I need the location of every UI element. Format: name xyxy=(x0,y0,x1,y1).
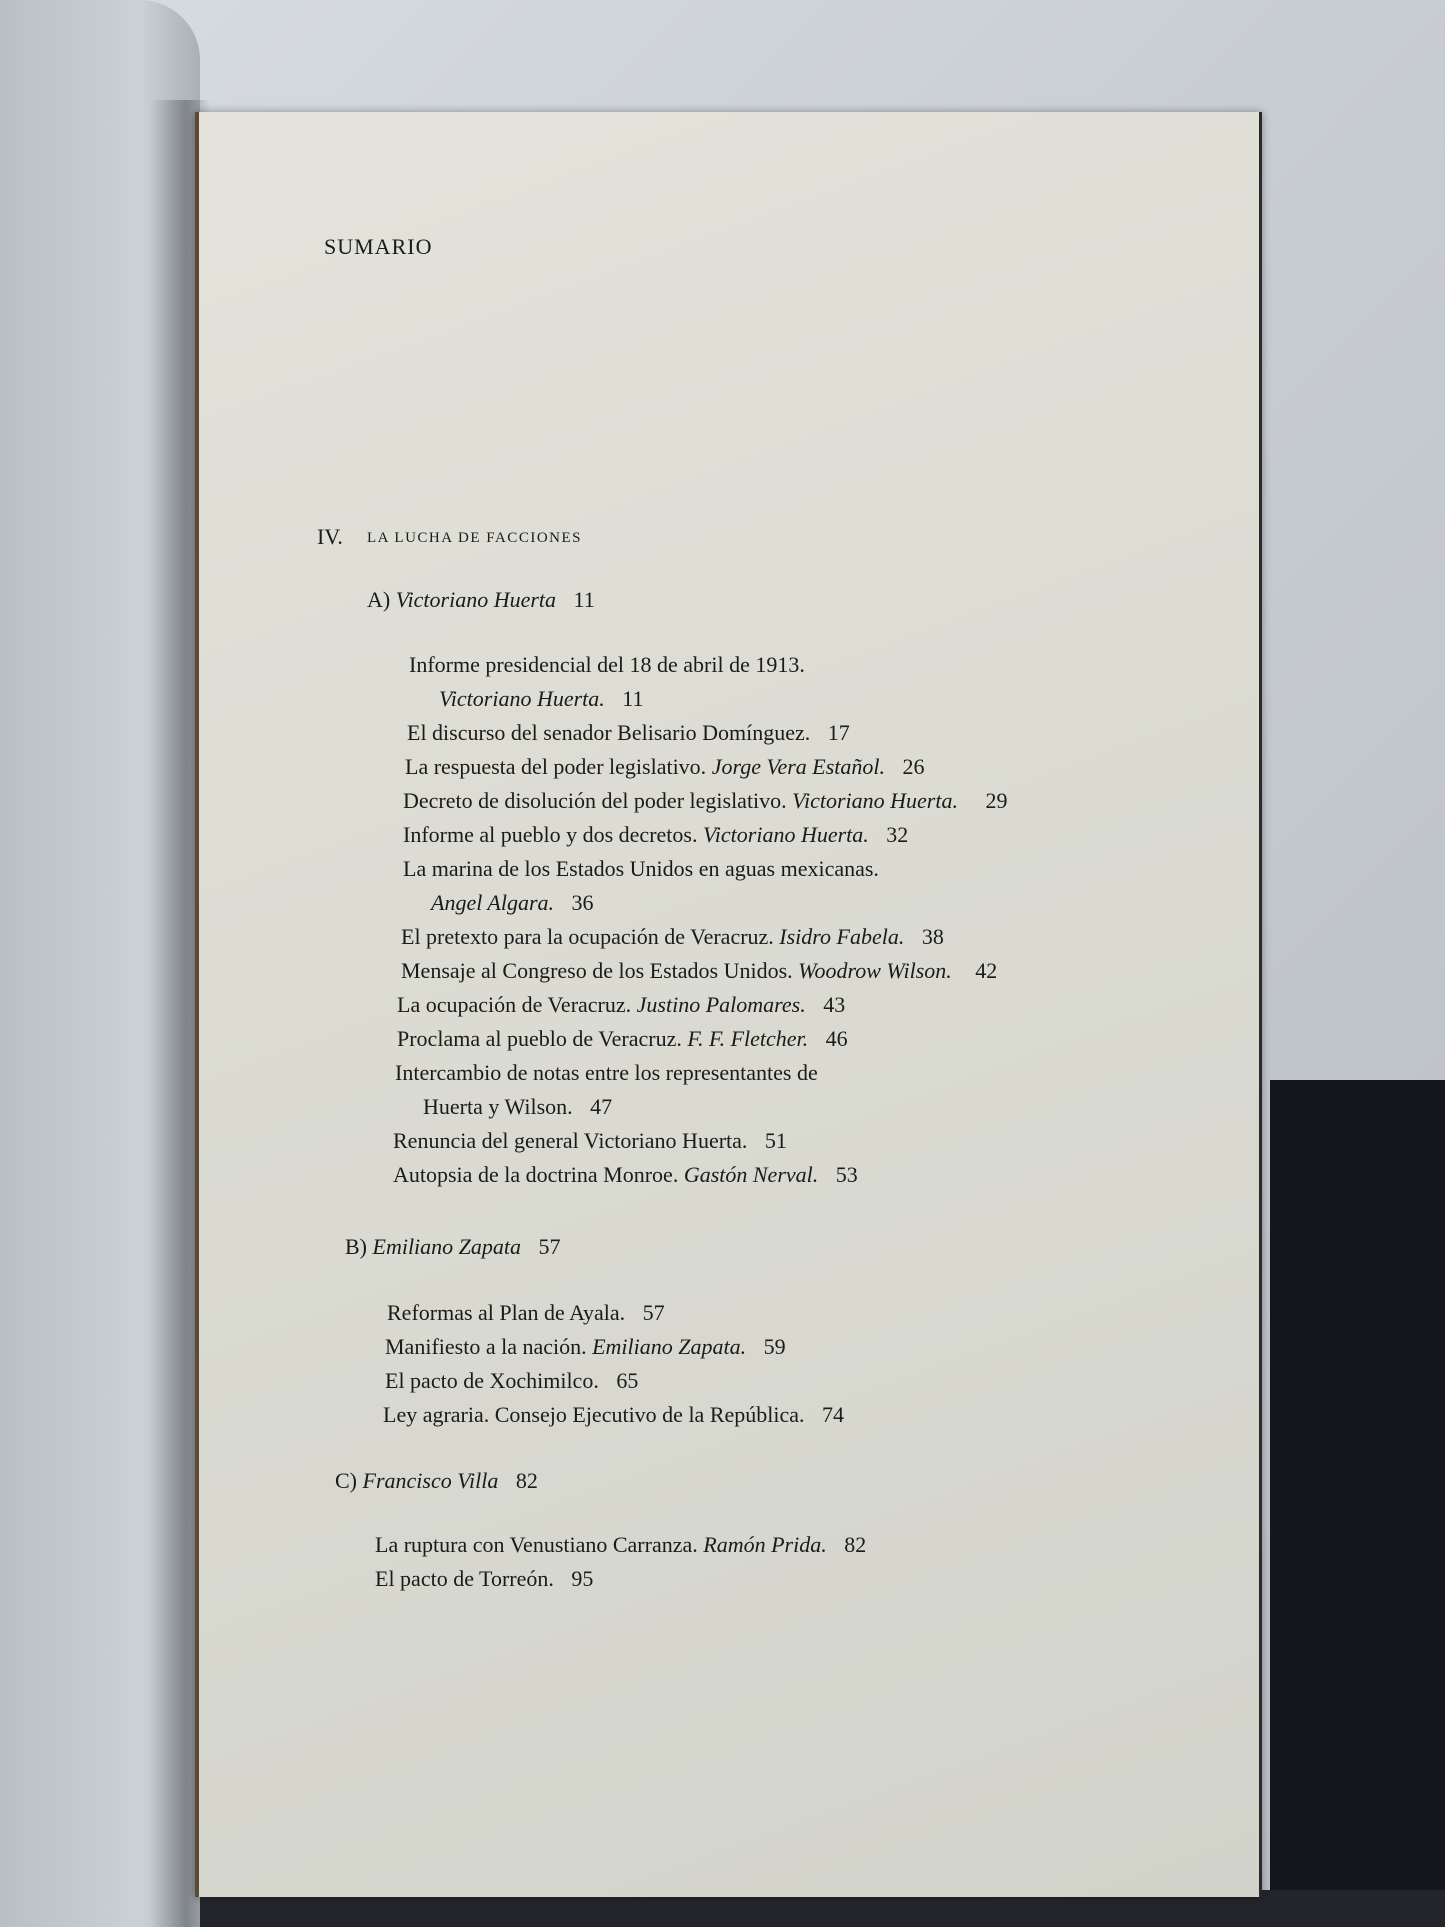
entry-page: 65 xyxy=(616,1368,639,1393)
entry-author: Justino Palomares. xyxy=(636,992,806,1017)
entry-title: Decreto de disolución del poder legislativo. xyxy=(403,788,787,813)
subsection-name: Emiliano Zapata xyxy=(372,1234,522,1259)
toc-entry xyxy=(397,992,845,1018)
section-number: IV. xyxy=(317,524,343,549)
entry-author: Angel Algara. xyxy=(431,890,555,915)
entry-page: 57 xyxy=(642,1300,665,1325)
toc-entry xyxy=(407,720,850,746)
entry-page: 47 xyxy=(590,1094,613,1119)
entry-title: Informe al pueblo y dos decretos. xyxy=(403,822,698,847)
toc-entry xyxy=(393,1162,858,1188)
entry-title: La ocupación de Veracruz. xyxy=(397,992,632,1017)
entry-title: La marina de los Estados Unidos en aguas mexicanas. xyxy=(403,856,879,881)
toc-entry xyxy=(431,890,594,916)
toc-entry xyxy=(397,1026,848,1052)
entry-page: 38 xyxy=(921,924,944,949)
section-title: LA LUCHA DE FACCIONES xyxy=(367,530,582,546)
entry-title: Manifiesto a la nación. xyxy=(385,1334,587,1359)
entry-page: 46 xyxy=(825,1026,848,1051)
entry-page: 29 xyxy=(985,788,1008,813)
toc-entry xyxy=(383,1402,844,1428)
entry-author: Ramón Prida. xyxy=(703,1532,827,1557)
subsection-page: 11 xyxy=(573,587,595,612)
subsection-letter: C) xyxy=(335,1468,357,1493)
entry-title: Autopsia de la doctrina Monroe. xyxy=(393,1162,679,1187)
book-page xyxy=(195,112,1262,1897)
subsection-name: Victoriano Huerta xyxy=(395,587,557,612)
entry-page: 42 xyxy=(975,958,998,983)
toc-entry xyxy=(401,958,997,984)
entry-title: Reformas al Plan de Ayala. xyxy=(387,1300,626,1325)
entry-author: Isidro Fabela. xyxy=(779,924,905,949)
entry-page: 51 xyxy=(764,1128,787,1153)
entry-author: Woodrow Wilson. xyxy=(798,958,952,983)
entry-title: Mensaje al Congreso de los Estados Unidos. xyxy=(401,958,793,983)
entry-author: Victoriano Huerta. xyxy=(439,686,605,711)
entry-author: Victoriano Huerta. xyxy=(792,788,958,813)
entry-page: 43 xyxy=(823,992,846,1017)
entry-page: 11 xyxy=(622,686,644,711)
toc-entry xyxy=(385,1334,786,1360)
entry-title: Intercambio de notas entre los representantes de xyxy=(395,1060,818,1085)
toc-entry xyxy=(403,856,879,882)
entry-title: El pacto de Torreón. xyxy=(375,1566,554,1591)
toc-entry xyxy=(401,924,944,950)
subsection-heading xyxy=(367,587,595,613)
toc-entry xyxy=(405,754,925,780)
entry-author: Emiliano Zapata. xyxy=(592,1334,747,1359)
entry-author: Gastón Nerval. xyxy=(683,1162,819,1187)
entry-page: 82 xyxy=(844,1532,867,1557)
toc-entry xyxy=(423,1094,612,1120)
dark-cloth xyxy=(1270,1080,1445,1927)
entry-title: Proclama al pueblo de Veracruz. xyxy=(397,1026,682,1051)
entry-page: 74 xyxy=(822,1402,845,1427)
toc-entry xyxy=(409,652,805,678)
subsection-heading xyxy=(345,1234,561,1260)
subsection-letter: A) xyxy=(367,587,391,612)
entry-author: F. F. Fletcher. xyxy=(687,1026,809,1051)
entry-title: Huerta y Wilson. xyxy=(423,1094,573,1119)
toc-entry xyxy=(375,1532,866,1558)
toc-entry xyxy=(403,788,1007,814)
entry-title: La ruptura con Venustiano Carranza. xyxy=(375,1532,698,1557)
subsection-page: 82 xyxy=(515,1468,538,1493)
subsection-name: Francisco Villa xyxy=(362,1468,499,1493)
subsection-page: 57 xyxy=(538,1234,561,1259)
entry-page: 53 xyxy=(835,1162,858,1187)
entry-author: Jorge Vera Estañol. xyxy=(711,754,886,779)
entry-title: El pretexto para la ocupación de Veracruz. xyxy=(401,924,774,949)
toc-entry xyxy=(395,1060,818,1086)
page-title: SUMARIO xyxy=(324,234,433,259)
toc-entry xyxy=(385,1368,638,1394)
entry-author: Victoriano Huerta. xyxy=(702,822,869,847)
subsection-letter: B) xyxy=(345,1234,367,1259)
entry-title: Ley agraria. Consejo Ejecutivo de la República. xyxy=(383,1402,805,1427)
entry-page: 95 xyxy=(571,1566,594,1591)
entry-page: 36 xyxy=(571,890,594,915)
toc-entry xyxy=(387,1300,665,1326)
entry-title: El pacto de Xochimilco. xyxy=(385,1368,599,1393)
entry-page: 17 xyxy=(827,720,850,745)
toc-entry xyxy=(393,1128,787,1154)
entry-page: 32 xyxy=(886,822,909,847)
entry-title: El discurso del senador Belisario Domínguez. xyxy=(407,720,811,745)
entry-title: Informe presidencial del 18 de abril de 1913. xyxy=(409,652,805,677)
toc-entry xyxy=(439,686,643,712)
entry-title: Renuncia del general Victoriano Huerta. xyxy=(393,1128,748,1153)
entry-title: La respuesta del poder legislativo. xyxy=(405,754,707,779)
subsection-heading xyxy=(335,1468,538,1494)
toc-entry xyxy=(375,1566,593,1592)
toc-entry xyxy=(403,822,908,848)
entry-page: 26 xyxy=(902,754,925,779)
entry-page: 59 xyxy=(763,1334,786,1359)
